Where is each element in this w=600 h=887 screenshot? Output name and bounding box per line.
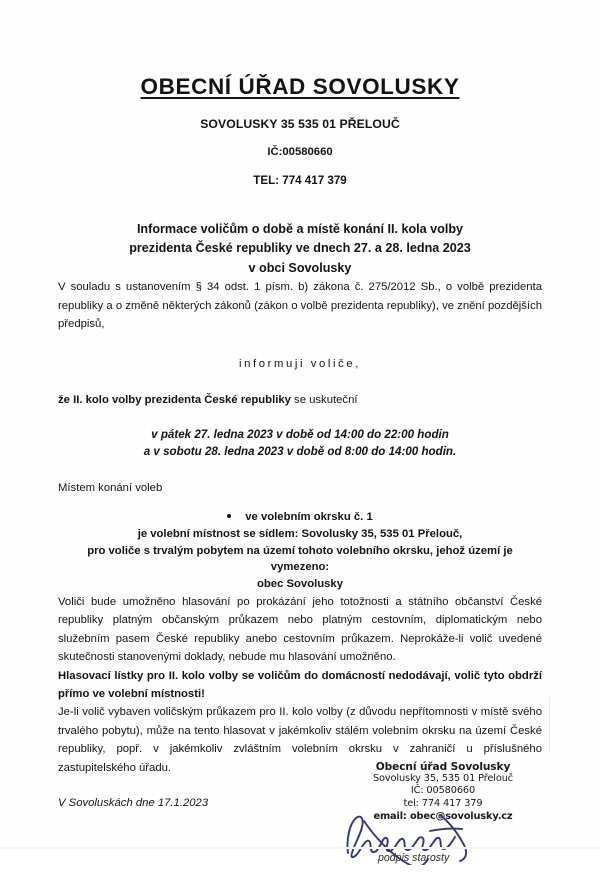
announcement-rest-part: se uskuteční: [290, 393, 358, 406]
legal-basis-paragraph: V souladu s ustanovením § 34 odst. 1 písm. b) zákona č. 275/2012 Sb., o volbě prezidenta republiky a o změně některých zákonů (zákon o volbě prezidenta republiky), ve znění pozdějších předpisů,: [58, 281, 542, 331]
letterhead: [58, 75, 542, 187]
letterhead-telephone: TEL: 774 417 379: [253, 173, 347, 187]
document-footer: [58, 760, 542, 887]
identity-paragraph: Voliči bude umožněno hlasování po prokázání jeho totožnosti a státního občanství České republiky platným občanským průkazem nebo platným cestovním, diplomatickým nebo služebním pasem České republiky anebo cestovním průkazem. Neprokáže-li volič uvedené skutečnosti stanovenými doklady, nebude mu hlasování umožněno.: [58, 595, 542, 664]
polling-district-label: ve volebním okrsku č. 1: [245, 511, 373, 524]
document-title-line-3: v obci Sovolusky: [248, 260, 352, 275]
voter-card-paragraph: Je-li volič vybaven voličským průkazem pro II. kolo volby (z důvodu nepřítomnosti v místě svého trvalého pobytu), může na tento hlasovat v jakémkoliv stálém volebním okrsku na území České republiky, popř. v jakémkoliv zvláštním volebním okrsku v zahraničí u příslušného zastupitelského úřadu.: [58, 706, 542, 774]
election-datetimes: [58, 426, 542, 461]
signature-caption: podpis starosty: [378, 851, 450, 864]
election-datetime-friday: v pátek 27. ledna 2023 v době od 14:00 do 22:00 hodin: [151, 427, 449, 441]
election-datetime-saturday: a v sobotu 28. ledna 2023 v době od 8:00 do 14:00 hodin.: [143, 444, 457, 458]
document-title: [58, 220, 542, 279]
polling-place-line-3: vymezeno:: [270, 561, 330, 574]
letterhead-address: SOVOLUSKY 35 535 01 PŘELOUČ: [200, 116, 400, 131]
stamp-organization-name: Obecní úřad Sovolusky: [375, 760, 511, 773]
stamp-address: Sovolusky 35, 535 01 Přelouč: [372, 772, 514, 784]
scan-artifact-line: [549, 697, 550, 753]
announcement-bold-part: že II. kolo volby prezidenta České republiky: [58, 393, 291, 406]
place-and-date: V Sovoluskách dne 17.1.2023: [58, 796, 209, 809]
stamp-email: email: obec@sovolusky.cz: [373, 810, 513, 822]
document-content: [58, 0, 542, 887]
announcement-line: [58, 394, 542, 406]
document-title-line-2: prezidenta České republiky ve dnech 27. a 28. ledna 2023: [129, 241, 471, 256]
organization-title: OBECNÍ ÚŘAD SOVOLUSKY: [140, 74, 460, 99]
polling-place-line-2: pro voliče s trvalým pobytem na území tohoto volebního okrsku, jehož území je: [87, 544, 513, 557]
polling-place-line-4: obec Sovolusky: [256, 578, 343, 591]
polling-district-bullet-row: [58, 509, 542, 526]
ballot-papers-paragraph: Hlasovací lístky pro II. kolo volby se voličům do domácností nedodávají, volič tyto obdrží přímo ve volební místnosti!: [58, 669, 542, 700]
polling-place-line-1: je volební místnost se sídlem: Sovolusky 35, 535 01 Přelouč,: [137, 528, 463, 541]
polling-place-block: [58, 509, 542, 593]
letterhead-ico: IČ:00580660: [267, 145, 333, 158]
bullet-point-icon: [227, 514, 231, 518]
signature-area: [338, 815, 538, 875]
place-intro-line: Místem konání voleb: [58, 482, 163, 495]
inform-voters-line: informuji voliče,: [238, 357, 362, 370]
stamp-ico: IČ: 00580660: [410, 785, 476, 797]
stamp-telephone: tel: 774 417 379: [403, 798, 483, 810]
document-title-line-1: Informace voličům o době a místě konání II. kola volby: [136, 221, 464, 236]
